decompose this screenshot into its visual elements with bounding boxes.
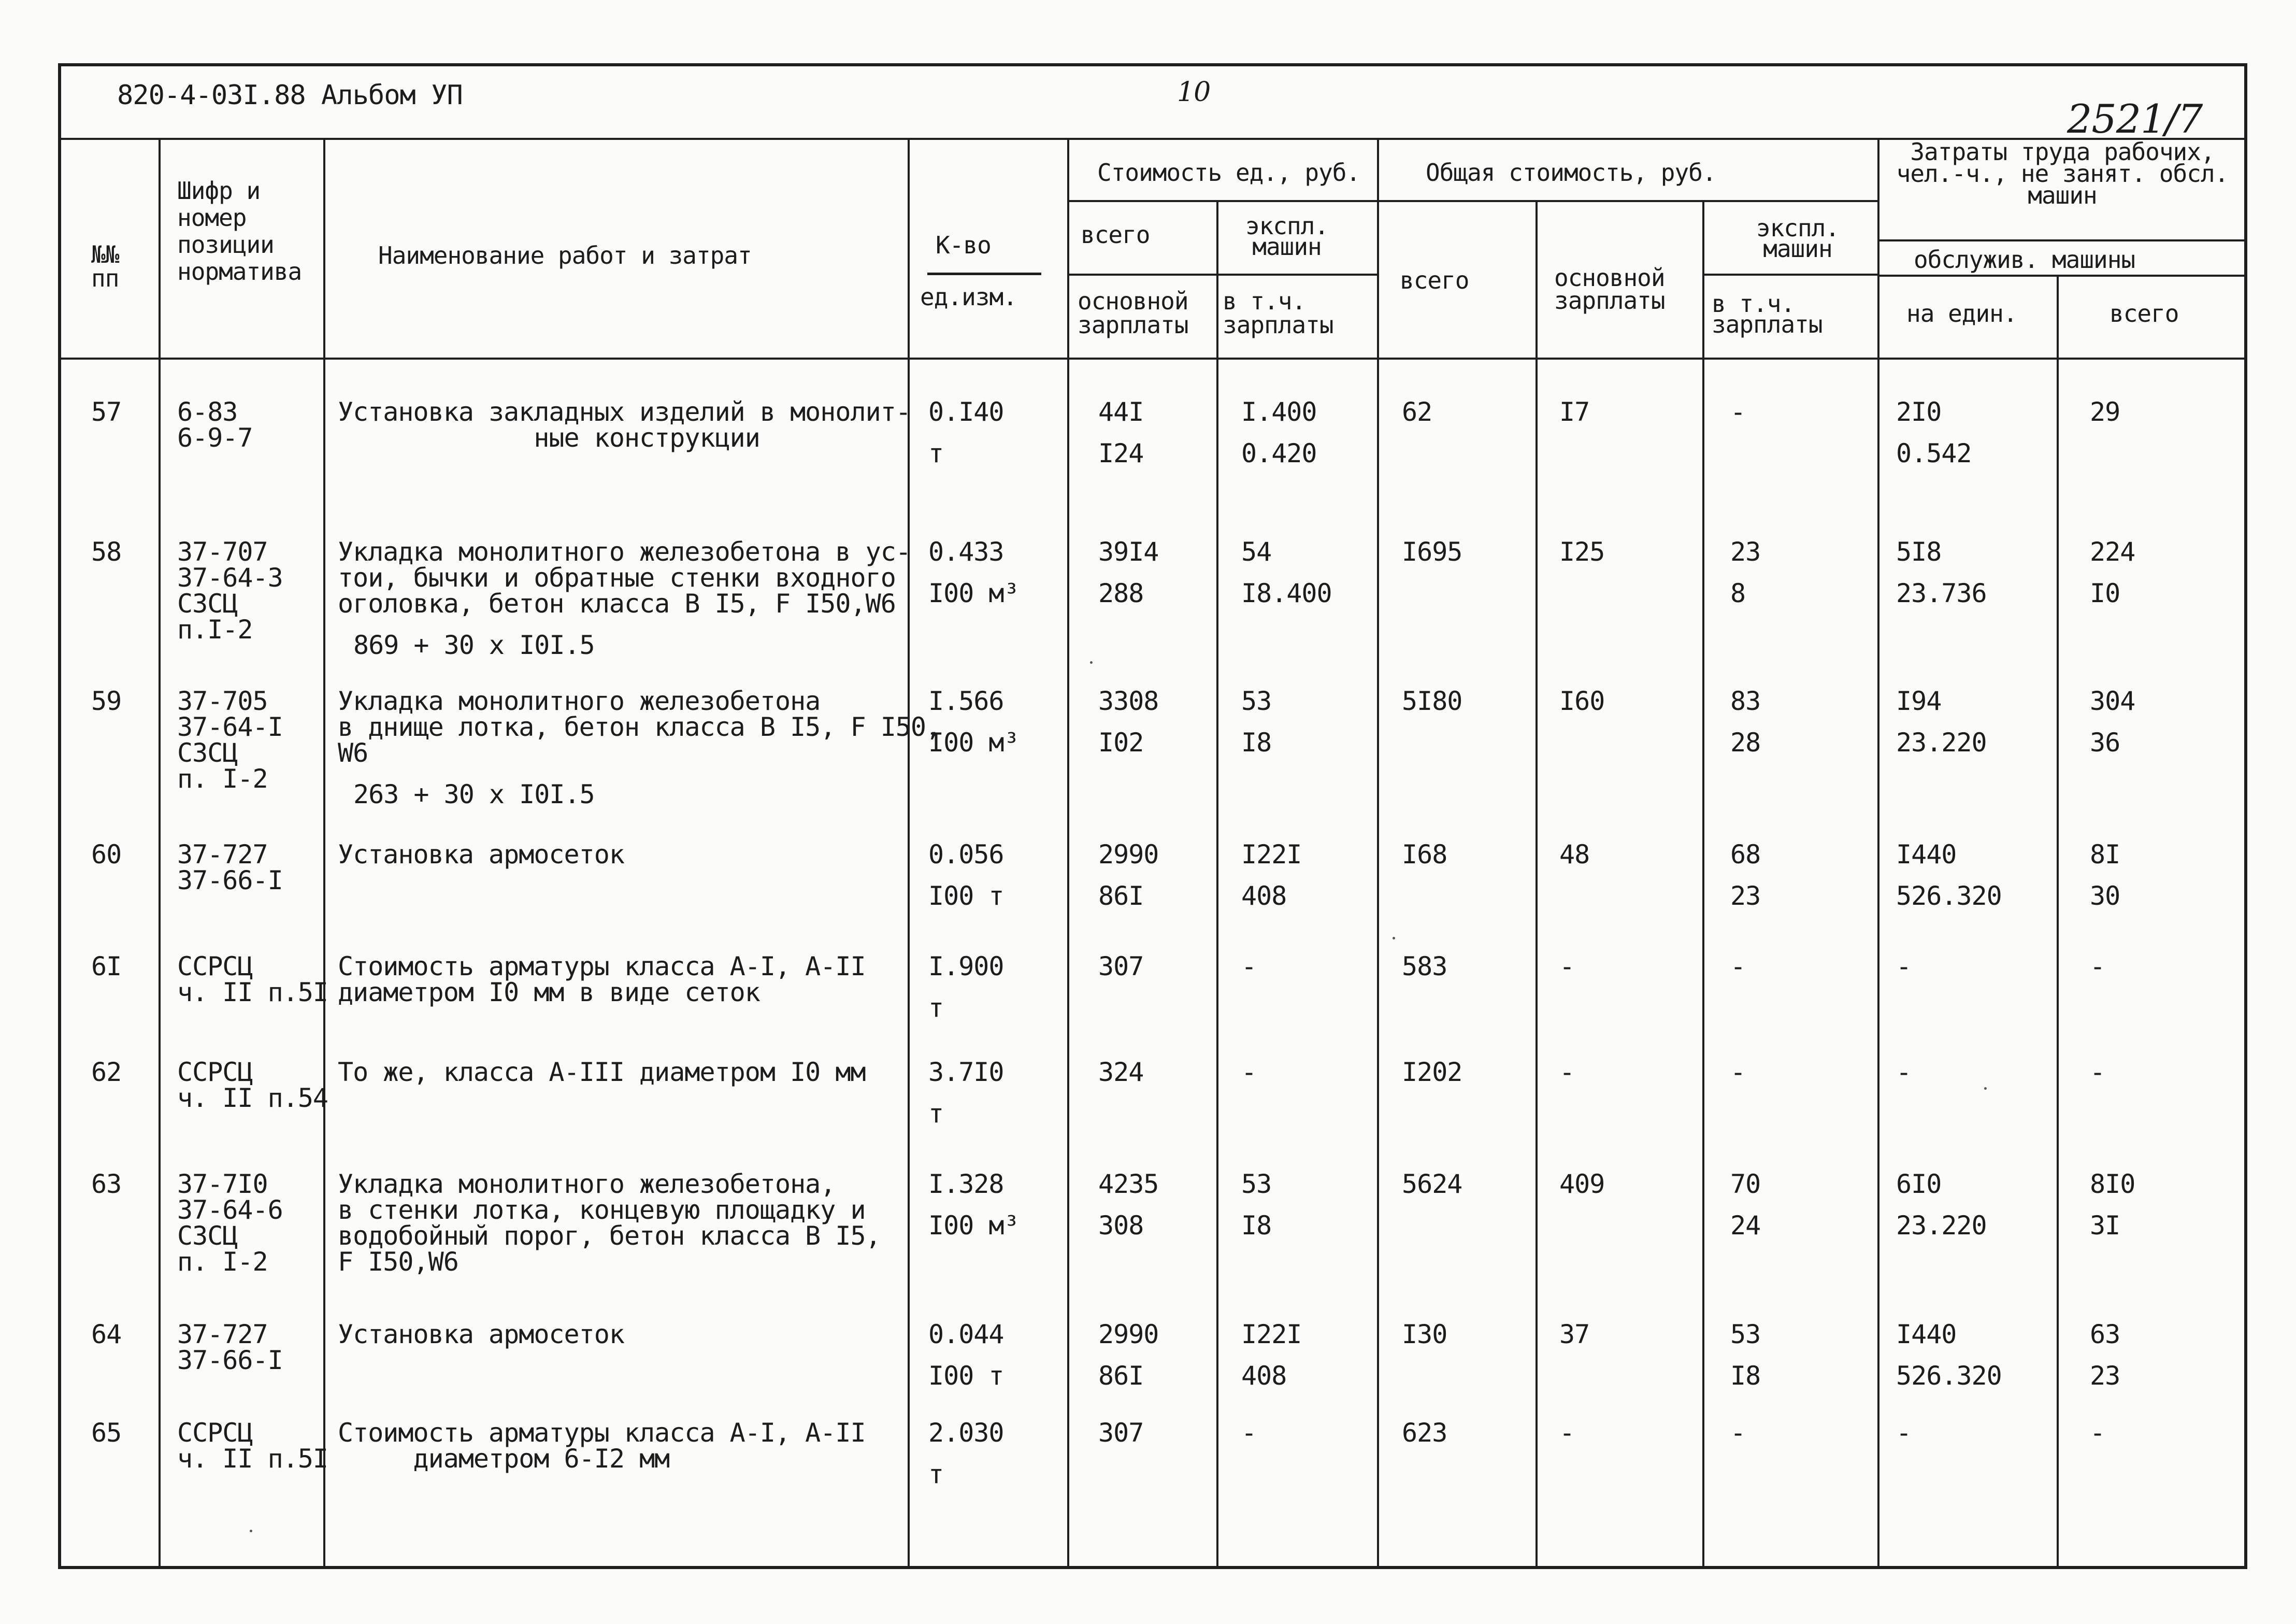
page-number: 10	[1177, 77, 1211, 108]
row-code-line: 37-727	[177, 1319, 268, 1349]
col-header-labor-service: обслужив. машины	[1914, 246, 2135, 274]
row-total-machines: -	[1730, 951, 1746, 981]
scan-speck	[1393, 937, 1395, 939]
row-name-line: Укладка монолитного железобетона в ус-	[338, 537, 911, 567]
row-unit-cost-machines: -	[1241, 1418, 1257, 1448]
row-total-all: I68	[1402, 839, 1447, 870]
row-unit-cost-salary: 308	[1098, 1210, 1144, 1241]
sheet-mark: 2521/7	[2067, 96, 2203, 142]
row-unit: т	[928, 1459, 944, 1489]
row-unit-cost-machines-salary: 408	[1241, 1361, 1287, 1391]
row-unit: I00 м³	[928, 578, 1019, 608]
col-divider-unit-total	[1216, 200, 1218, 1569]
row-name-line: Установка закладных изделий в монолит-	[338, 397, 911, 427]
row-labor-total: 29	[2090, 397, 2120, 427]
col-header-total-salary: основной зарплаты	[1554, 264, 1665, 315]
row-labor-total-service: 23	[2090, 1361, 2120, 1391]
row-number: 58	[91, 537, 122, 567]
row-labor-per-unit-service: 0.542	[1896, 438, 1972, 468]
row-unit: I00 т	[928, 1361, 1004, 1391]
row-unit-cost-machines: 53	[1241, 1169, 1272, 1199]
row-labor-per-unit: -	[1896, 1057, 1912, 1087]
row-unit-cost-total: 39I4	[1098, 537, 1159, 567]
row-name-line: W6	[338, 738, 368, 768]
col-divider-total-machines	[1877, 138, 1879, 1569]
row-labor-per-unit-service: 526.320	[1896, 1361, 2002, 1391]
row-number: 63	[91, 1169, 122, 1199]
row-quantity: I.566	[928, 686, 1004, 716]
row-total-salary: -	[1559, 951, 1575, 981]
row-unit-cost-salary: 288	[1098, 578, 1144, 608]
row-unit-cost-machines-salary: 0.420	[1241, 438, 1317, 468]
row-labor-total-service: I0	[2090, 578, 2120, 608]
row-quantity: 0.044	[928, 1319, 1004, 1349]
row-code-line: СЗСЦ	[177, 589, 238, 619]
row-code-line: 6-9-7	[177, 423, 253, 453]
row-unit-cost-machines: 53	[1241, 686, 1272, 716]
header-divider-labor-service	[1877, 275, 2247, 277]
row-total-machines-salary: I8	[1730, 1361, 1761, 1391]
row-unit-cost-total: 2990	[1098, 839, 1159, 870]
row-labor-per-unit: -	[1896, 1418, 1912, 1448]
row-number: 60	[91, 839, 122, 870]
row-unit-cost-machines: I22I	[1241, 1319, 1302, 1349]
row-name-line: диаметром I0 мм в виде сеток	[338, 977, 760, 1007]
row-code-line: ССРСЦ	[177, 1057, 253, 1087]
row-code-line: 37-727	[177, 839, 268, 870]
col-divider-qty	[1067, 138, 1069, 1569]
row-unit-cost-total: 3308	[1098, 686, 1159, 716]
row-total-salary: I60	[1559, 686, 1605, 716]
row-unit-cost-machines: -	[1241, 1057, 1257, 1087]
row-formula: 869 + 30 x I0I.5	[353, 630, 595, 660]
row-labor-per-unit: -	[1896, 951, 1912, 981]
row-unit-cost-machines-salary: I8	[1241, 1210, 1272, 1241]
row-name-line: тои, бычки и обратные стенки входного	[338, 563, 896, 593]
col-header-code: Шифр и номер позиции норматива	[177, 177, 302, 286]
row-unit-cost-machines-salary: I8.400	[1241, 578, 1332, 608]
row-code-line: СЗСЦ	[177, 1221, 238, 1251]
row-total-salary: -	[1559, 1057, 1575, 1087]
col-divider-total-salary	[1702, 200, 1704, 1569]
row-labor-per-unit: I94	[1896, 686, 1942, 716]
row-unit-cost-total: 2990	[1098, 1319, 1159, 1349]
row-total-machines-salary: 8	[1730, 578, 1746, 608]
row-unit-cost-machines: 54	[1241, 537, 1272, 567]
col-header-labor-per-unit: на един.	[1906, 300, 2017, 327]
row-unit-cost-machines: I.400	[1241, 397, 1317, 427]
row-number: 6I	[91, 951, 122, 981]
row-labor-per-unit: 5I8	[1896, 537, 1942, 567]
row-name-line: водобойный порог, бетон класса В I5,	[338, 1221, 881, 1251]
header-divider-machines-sub	[1702, 274, 1877, 276]
col-header-unit-incl-salary: в т.ч. зарплаты	[1223, 287, 1333, 339]
row-quantity: 0.I40	[928, 397, 1004, 427]
row-total-all: I695	[1402, 537, 1462, 567]
row-total-machines: 83	[1730, 686, 1761, 716]
row-name-line: ные конструкции	[338, 423, 760, 453]
row-total-salary: I7	[1559, 397, 1590, 427]
scan-speck	[250, 1530, 252, 1532]
row-total-machines: 23	[1730, 537, 1761, 567]
row-labor-per-unit: 2I0	[1896, 397, 1942, 427]
row-code-line: п.I-2	[177, 615, 253, 645]
col-divider-code	[323, 138, 325, 1569]
row-name-line: Укладка монолитного железобетона	[338, 686, 821, 716]
row-labor-total: 63	[2090, 1319, 2120, 1349]
row-unit-cost-total: 4235	[1098, 1169, 1159, 1199]
row-name-line: Стоимость арматуры класса А-I, А-II	[338, 1418, 866, 1448]
header-bottom-divider	[58, 358, 2247, 360]
row-code-line: ССРСЦ	[177, 951, 253, 981]
col-divider-name	[908, 138, 910, 1569]
col-header-unit-salary: основной зарплаты	[1078, 287, 1188, 339]
row-total-all: I202	[1402, 1057, 1462, 1087]
row-code-line: 37-64-6	[177, 1195, 283, 1225]
col-header-total-incl-salary: в т.ч. зарплаты	[1712, 290, 1823, 338]
row-total-machines: -	[1730, 1418, 1746, 1448]
row-code-line: ч. II п.5I	[177, 1444, 328, 1474]
row-name-line: в стенки лотка, концевую площадку и	[338, 1195, 866, 1225]
row-labor-total: -	[2090, 951, 2105, 981]
row-labor-total: -	[2090, 1057, 2105, 1087]
col-header-total-cost-group: Общая стоимость, руб.	[1426, 159, 1716, 187]
row-labor-per-unit-service: 526.320	[1896, 881, 2002, 911]
col-divider-num	[159, 138, 161, 1569]
row-code-line: 37-707	[177, 537, 268, 567]
row-unit: т	[928, 993, 944, 1023]
row-total-all: 5I80	[1402, 686, 1462, 716]
row-total-all: I30	[1402, 1319, 1447, 1349]
row-total-machines: 70	[1730, 1169, 1761, 1199]
row-labor-total: 8I	[2090, 839, 2120, 870]
row-total-all: 62	[1402, 397, 1432, 427]
row-labor-per-unit-service: 23.220	[1896, 1210, 1987, 1241]
row-code-line: п. I-2	[177, 764, 268, 794]
row-unit-cost-machines: I22I	[1241, 839, 1302, 870]
col-header-unit-total: всего	[1081, 221, 1150, 249]
row-name-line: Стоимость арматуры класса А-I, А-II	[338, 951, 866, 981]
doc-code: 820-4-03I.88 Альбом УП	[117, 80, 463, 111]
row-labor-per-unit: 6I0	[1896, 1169, 1942, 1199]
row-total-machines-salary: 23	[1730, 881, 1761, 911]
row-name-line: F I50,W6	[338, 1247, 458, 1277]
row-number: 57	[91, 397, 122, 427]
col-header-num: №№ пп	[91, 240, 119, 292]
row-total-all: 623	[1402, 1418, 1447, 1448]
row-unit-cost-total: 307	[1098, 1418, 1144, 1448]
row-code-line: 37-66-I	[177, 1345, 283, 1375]
row-total-machines-salary: 24	[1730, 1210, 1761, 1241]
row-code-line: 37-66-I	[177, 865, 283, 895]
row-name-line: То же, класса А-III диаметром I0 мм	[338, 1057, 866, 1087]
row-code-line: 37-64-3	[177, 563, 283, 593]
row-quantity: 0.056	[928, 839, 1004, 870]
row-code-line: 6-83	[177, 397, 238, 427]
row-total-salary: I25	[1559, 537, 1605, 567]
row-number: 65	[91, 1418, 122, 1448]
row-labor-total-service: 36	[2090, 728, 2120, 758]
header-divider-total-cost	[1377, 200, 1877, 202]
col-header-labor-total: всего	[2110, 300, 2179, 327]
row-unit-cost-salary: 86I	[1098, 1361, 1144, 1391]
col-header-unit-machines: экспл. машин	[1245, 212, 1329, 261]
row-quantity: I.328	[928, 1169, 1004, 1199]
row-labor-per-unit: I440	[1896, 839, 1957, 870]
row-unit-cost-machines: -	[1241, 951, 1257, 981]
col-header-total-all: всего	[1400, 266, 1469, 294]
row-name-line: в днище лотка, бетон класса В I5, F I50,	[338, 712, 941, 742]
row-total-salary: -	[1559, 1418, 1575, 1448]
header-divider-labor-top	[1877, 239, 2247, 241]
col-divider-total-all	[1536, 200, 1538, 1569]
row-number: 59	[91, 686, 122, 716]
col-divider-labor	[2057, 275, 2059, 1569]
row-labor-per-unit-service: 23.220	[1896, 728, 1987, 758]
row-labor-total-service: 30	[2090, 881, 2120, 911]
row-name-line: Установка армосеток	[338, 1319, 624, 1349]
row-unit-cost-machines-salary: 408	[1241, 881, 1287, 911]
row-name-line: оголовка, бетон класса В I5, F I50,W6	[338, 589, 896, 619]
scan-speck	[1984, 1087, 1987, 1090]
row-total-machines-salary: 28	[1730, 728, 1761, 758]
row-unit-cost-salary: I24	[1098, 438, 1144, 468]
qty-unit-divider	[927, 273, 1041, 275]
row-code-line: ч. II п.54	[177, 1083, 328, 1113]
col-header-unit: ед.изм.	[920, 283, 1017, 311]
row-quantity: 2.030	[928, 1418, 1004, 1448]
row-unit: I00 т	[928, 881, 1004, 911]
row-total-machines: 53	[1730, 1319, 1761, 1349]
header-divider-unit-cost	[1067, 200, 1377, 202]
row-unit: т	[928, 1099, 944, 1129]
row-name-line: Укладка монолитного железобетона,	[338, 1169, 836, 1199]
row-number: 62	[91, 1057, 122, 1087]
row-unit: I00 м³	[928, 728, 1019, 758]
header-divider-unit-sub	[1067, 274, 1377, 276]
row-labor-per-unit-service: 23.736	[1896, 578, 1987, 608]
row-total-machines: 68	[1730, 839, 1761, 870]
row-code-line: 37-705	[177, 686, 268, 716]
row-quantity: 0.433	[928, 537, 1004, 567]
row-code-line: п. I-2	[177, 1247, 268, 1277]
row-total-all: 5624	[1402, 1169, 1462, 1199]
row-unit-cost-salary: 86I	[1098, 881, 1144, 911]
col-header-unit-cost-group: Стоимость ед., руб.	[1097, 159, 1360, 187]
row-total-machines: -	[1730, 397, 1746, 427]
row-total-salary: 48	[1559, 839, 1590, 870]
row-code-line: ССРСЦ	[177, 1418, 253, 1448]
col-header-total-machines: экспл. машин	[1756, 214, 1840, 263]
row-number: 64	[91, 1319, 122, 1349]
row-formula: 263 + 30 x I0I.5	[353, 779, 595, 809]
col-header-name: Наименование работ и затрат	[378, 241, 752, 269]
row-unit-cost-machines-salary: I8	[1241, 728, 1272, 758]
row-unit-cost-total: 324	[1098, 1057, 1144, 1087]
row-labor-total: 8I0	[2090, 1169, 2135, 1199]
row-unit-cost-total: 307	[1098, 951, 1144, 981]
row-code-line: 37-64-I	[177, 712, 283, 742]
row-unit: I00 м³	[928, 1210, 1019, 1241]
row-code-line: 37-7I0	[177, 1169, 268, 1199]
row-total-all: 583	[1402, 951, 1447, 981]
row-unit-cost-salary: I02	[1098, 728, 1144, 758]
row-name-line: Установка армосеток	[338, 839, 624, 870]
row-total-salary: 409	[1559, 1169, 1605, 1199]
row-total-salary: 37	[1559, 1319, 1590, 1349]
col-header-labor-group: Затраты труда рабочих, чел.-ч., не занят. обсл. машин	[1896, 138, 2229, 209]
col-header-qty: К-во	[936, 231, 991, 259]
row-code-line: СЗСЦ	[177, 738, 238, 768]
row-labor-total-service: 3I	[2090, 1210, 2120, 1241]
row-labor-total: -	[2090, 1418, 2105, 1448]
col-divider-unit-machines	[1377, 138, 1379, 1569]
row-code-line: ч. II п.5I	[177, 977, 328, 1007]
row-labor-total: 304	[2090, 686, 2135, 716]
row-labor-total: 224	[2090, 537, 2135, 567]
scan-speck	[1090, 661, 1093, 664]
row-name-line: диаметром 6-I2 мм	[338, 1444, 670, 1474]
row-total-machines: -	[1730, 1057, 1746, 1087]
row-unit: т	[928, 438, 944, 468]
row-quantity: 3.7I0	[928, 1057, 1004, 1087]
row-unit-cost-total: 44I	[1098, 397, 1144, 427]
row-quantity: I.900	[928, 951, 1004, 981]
row-labor-per-unit: I440	[1896, 1319, 1957, 1349]
